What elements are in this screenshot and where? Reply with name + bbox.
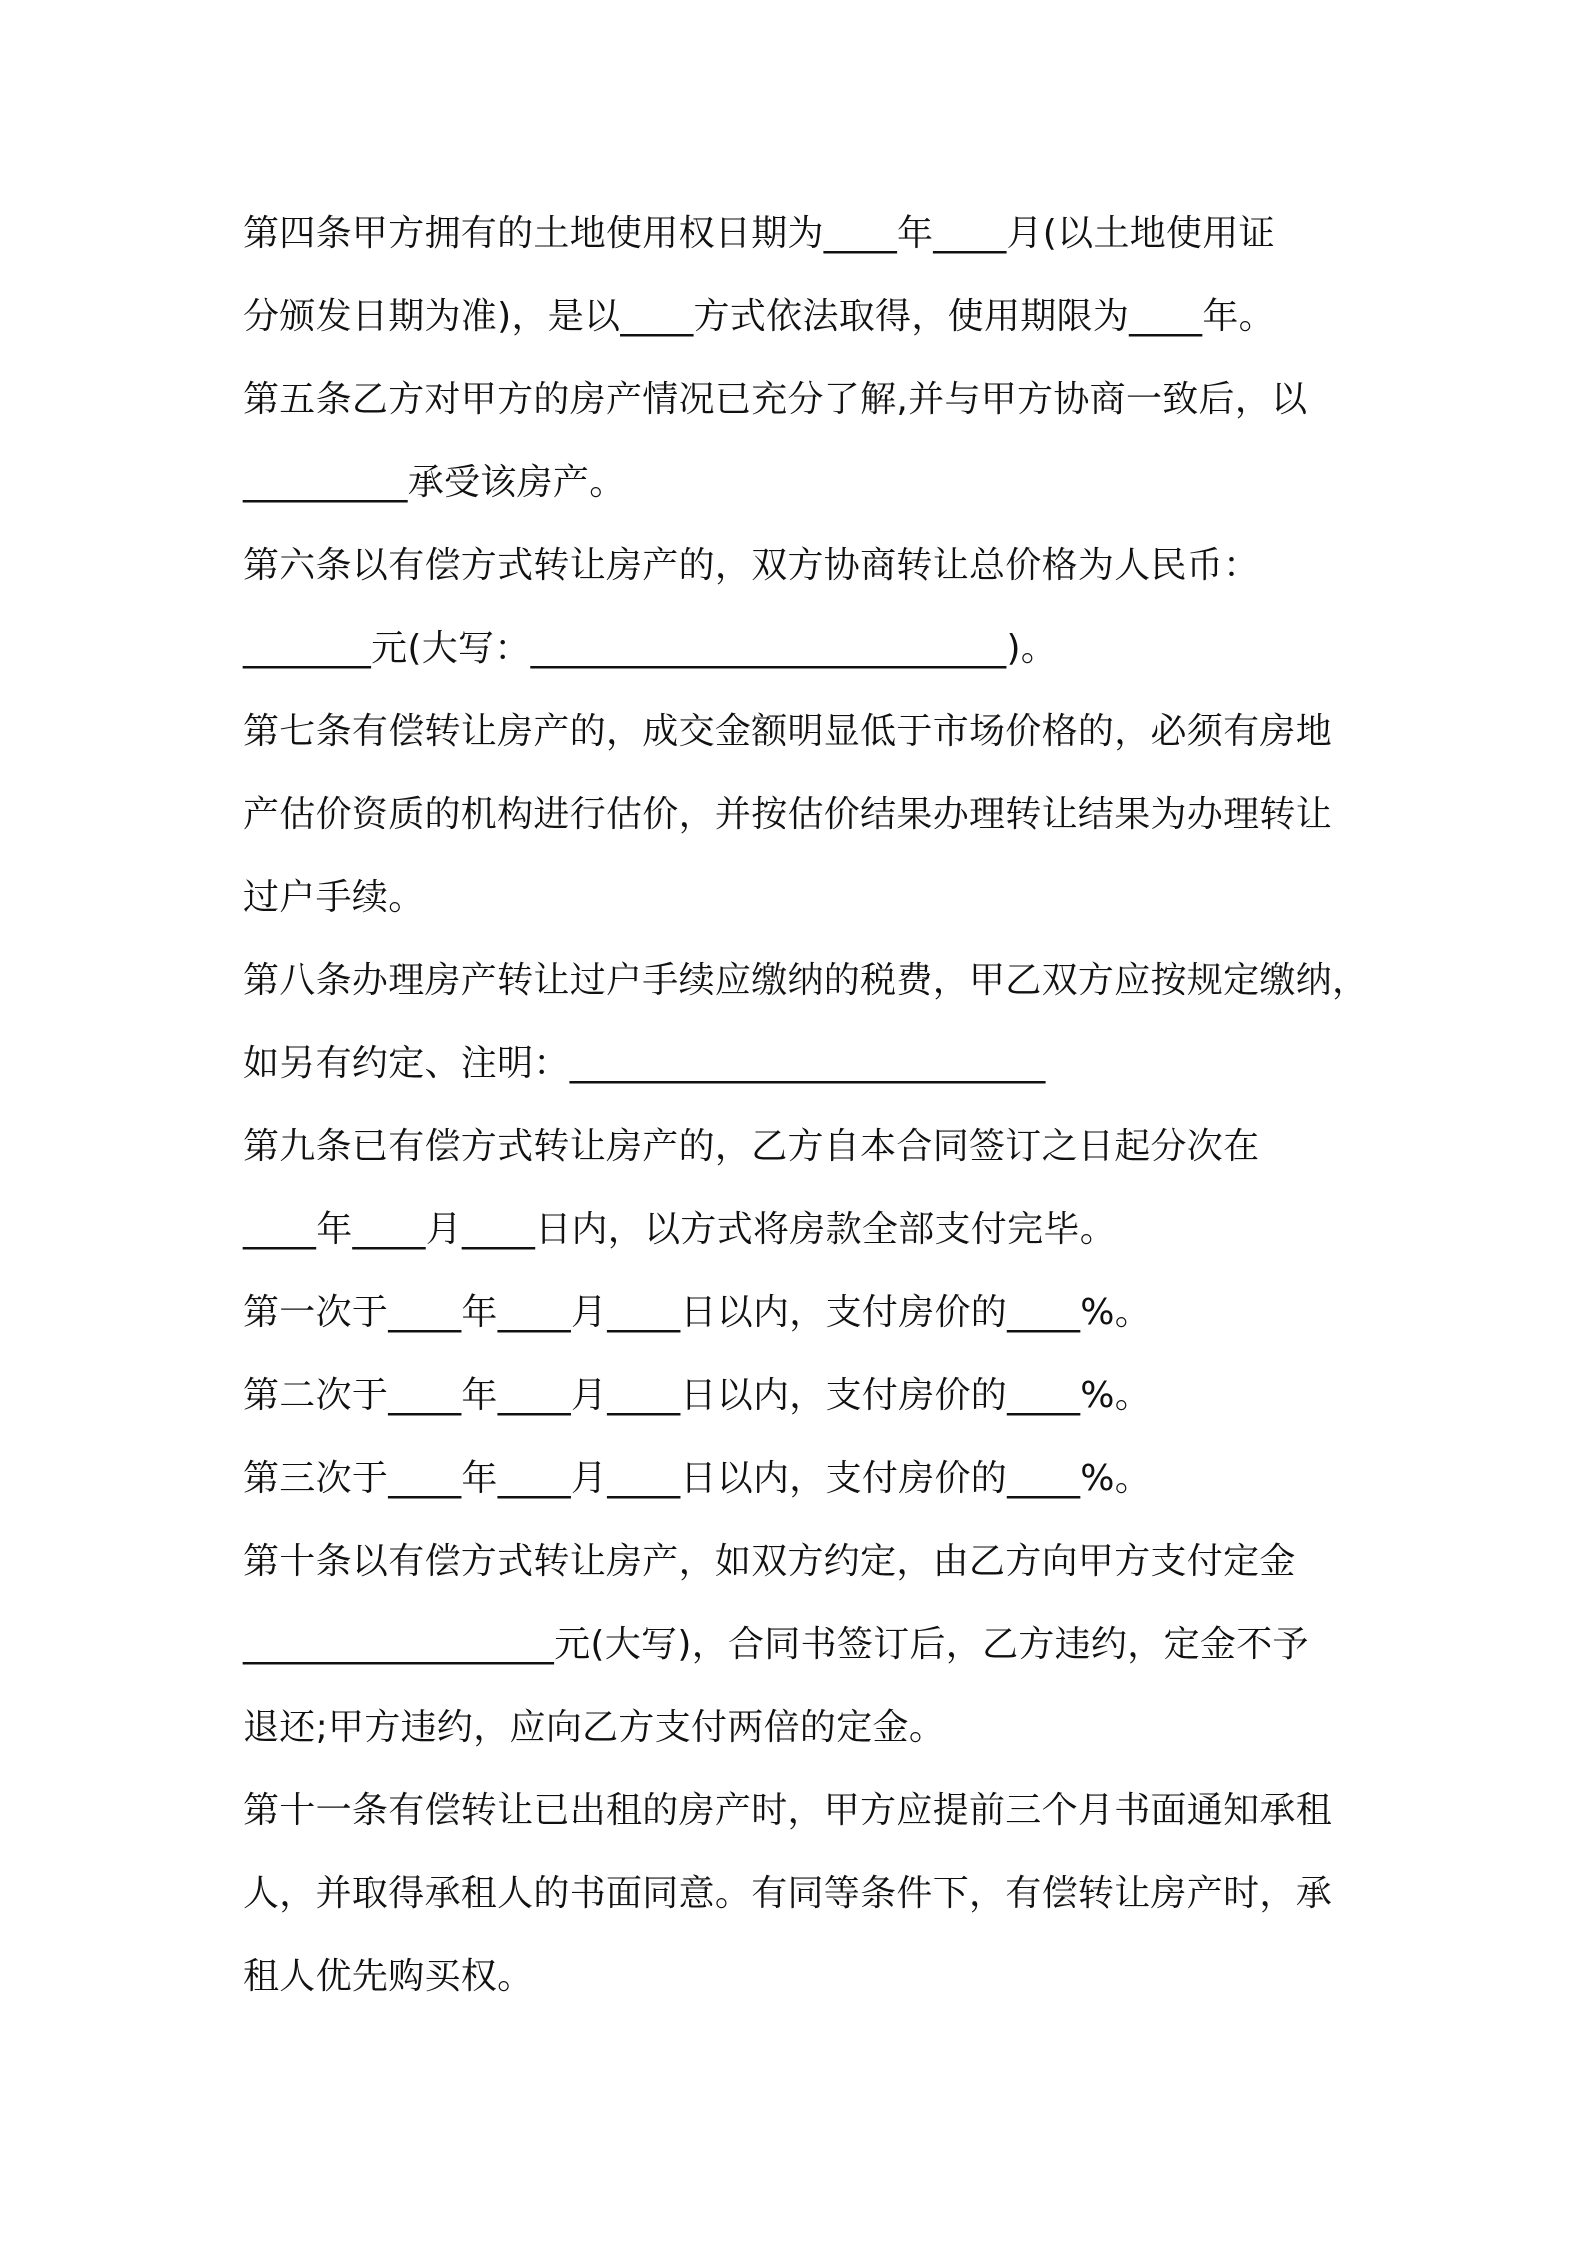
text-line: 第五条乙方对甲方的房产情况已充分了解,并与甲方协商一致后，以	[243, 379, 1308, 420]
text-line: 第六条以有偿方式转让房产的，双方协商转让总价格为人民币：	[243, 545, 1260, 586]
text-line: _______元(大写：__________________________)。	[243, 628, 1058, 669]
text-line: 过户手续。	[243, 877, 425, 918]
text-line: 第七条有偿转让房产的，成交金额明显低于市场价格的，必须有房地	[243, 711, 1333, 752]
text-line: 第一次于____年____月____日以内，支付房价的____%。	[243, 1292, 1152, 1333]
text-line: 租人优先购买权。	[243, 1956, 534, 1997]
text-line: 第三次于____年____月____日以内，支付房价的____%。	[243, 1458, 1152, 1499]
text-line: 第十一条有偿转让已出租的房产时，甲方应提前三个月书面通知承租	[243, 1790, 1333, 1831]
text-line: ____年____月____日内，以方式将房款全部支付完毕。	[243, 1209, 1116, 1250]
text-line: _________________元(大写)，合同书签订后，乙方违约，定金不予	[243, 1624, 1309, 1665]
text-line: _________承受该房产。	[243, 462, 626, 503]
text-line: 退还;甲方违约，应向乙方支付两倍的定金。	[243, 1707, 946, 1748]
text-line: 人，并取得承租人的书面同意。有同等条件下，有偿转让房产时，承	[243, 1873, 1333, 1914]
text-line: 第八条办理房产转让过户手续应缴纳的税费，甲乙双方应按规定缴纳，	[243, 960, 1369, 1001]
text-line: 分颁发日期为准)，是以____方式依法取得，使用期限为____年。	[243, 296, 1275, 337]
text-line: 如另有约定、注明：__________________________	[243, 1043, 1046, 1084]
text-line: 第二次于____年____月____日以内，支付房价的____%。	[243, 1375, 1152, 1416]
text-line: 第四条甲方拥有的土地使用权日期为____年____月(以土地使用证	[243, 213, 1275, 254]
text-line: 产估价资质的机构进行估价，并按估价结果办理转让结果为办理转让	[243, 794, 1333, 835]
text-line: 第十条以有偿方式转让房产，如双方约定，由乙方向甲方支付定金	[243, 1541, 1296, 1582]
text-line: 第九条已有偿方式转让房产的，乙方自本合同签订之日起分次在	[243, 1126, 1260, 1167]
